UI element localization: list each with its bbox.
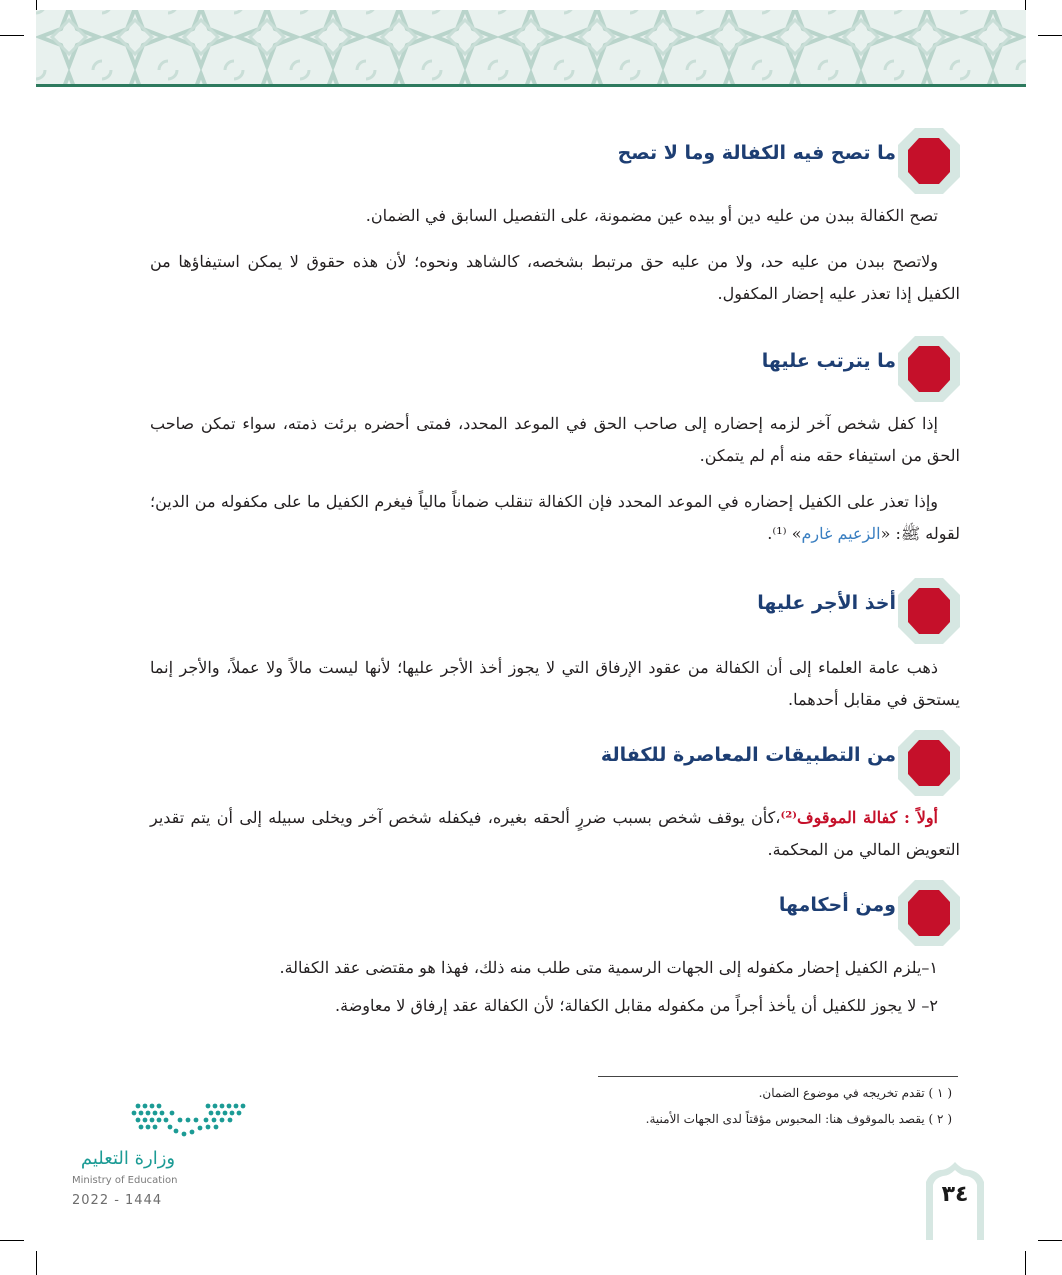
octagon-badge-icon (896, 334, 962, 404)
footnote-rule (598, 1076, 958, 1077)
octagon-badge-icon (896, 576, 962, 646)
header-pattern-banner (36, 10, 1026, 84)
paragraph: تصح الكفالة ببدن من عليه دين أو بيده عين مضمونة، على التفصيل السابق في الضمان. (365, 206, 938, 225)
footnote: ( ١ ) تقدم تخريجه في موضوع الضمان. (758, 1086, 952, 1100)
crop-mark (1038, 35, 1062, 36)
section-body (150, 802, 960, 866)
logo-english: Ministry of Education (72, 1175, 178, 1186)
paragraph: أولاً : كفالة الموقوف⁽²⁾،كأن يوقف شخص بسبب ضررٍ ألحقه بغيره، فيكفله شخص آخر ويخلى سبيله إلى أن يتم تقدير التعويض المالي من المحكمة. (150, 808, 960, 859)
footnote: ( ٢ ) يقصد بالموقوف هنا: المحبوس مؤقتاً لدى الجهات الأمنية. (645, 1112, 952, 1126)
list-item: ١–يلزم الكفيل إحضار مكفوله إلى الجهات الرسمية متى طلب منه ذلك، فهذا هو مقتضى عقد الكفالة. (279, 958, 938, 977)
crop-mark (1038, 1240, 1062, 1241)
paragraph: ذهب عامة العلماء إلى أن الكفالة من عقود الإرفاق التي لا يجوز أخذ الأجر عليها؛ لأنها ليست مالاً ولا عملاً، والأجر إنما يستحق في مقابل أحدهما. (150, 658, 960, 709)
item-label: أولاً : كفالة الموقوف⁽²⁾ (780, 808, 938, 827)
header-rule (36, 84, 1026, 87)
paragraph: إذا كفل شخص آخر لزمه إحضاره إلى صاحب الحق في الموعد المحدد، فمتى أحضره برئت ذمته، سواء تمكن صاحب الحق من استيفاء حقه منه أم لم يتمكن. (150, 414, 960, 465)
section-body (150, 652, 960, 716)
section-title: ما تصح فيه الكفالة وما لا تصح (617, 142, 896, 164)
crop-mark (36, 1251, 37, 1275)
section-heading (362, 126, 962, 196)
section-body (150, 952, 960, 1022)
logo-year: 2022 - 1444 (72, 1193, 163, 1208)
octagon-badge-icon (896, 126, 962, 196)
octagon-badge-icon (896, 728, 962, 798)
logo-arabic: وزارة التعليم (80, 1148, 176, 1169)
octagon-badge-icon (896, 878, 962, 948)
hadith-quote: الزعيم غارم (801, 524, 881, 543)
page-number: ٣٤ (941, 1182, 969, 1207)
section-title: أخذ الأجر عليها (757, 592, 896, 614)
paragraph: وإذا تعذر على الكفيل إحضاره في الموعد المحدد فإن الكفالة تنقلب ضماناً مالياً فيغرم الكفيل ما على مكفوله من الدين؛ لقوله ﷺ: «الزعيم غارم» ⁽¹⁾. (150, 492, 960, 543)
crop-mark (0, 35, 24, 36)
section-heading (362, 878, 962, 948)
section-heading (362, 334, 962, 404)
list-item: ٢– لا يجوز للكفيل أن يأخذ أجراً من مكفوله مقابل الكفالة؛ لأن الكفالة عقد إرفاق لا معاوضة. (335, 996, 938, 1015)
crop-mark (0, 1240, 24, 1241)
section-heading (362, 576, 962, 646)
crop-mark (1025, 1251, 1026, 1275)
paragraph: ولاتصح ببدن من عليه حد، ولا من عليه حق مرتبط بشخصه، كالشاهد ونحوه؛ لأن هذه حقوق لا يمكن استيفاؤها من الكفيل إذا تعذر عليه إحضار المكفول. (150, 252, 960, 303)
section-title: من التطبيقات المعاصرة للكفالة (600, 744, 896, 766)
section-body (150, 200, 960, 310)
section-title: ما يترتب عليها (761, 350, 896, 372)
ministry-logo-icon (72, 1098, 262, 1148)
section-body (150, 408, 960, 550)
section-heading (362, 728, 962, 798)
section-title: ومن أحكامها (778, 894, 896, 916)
